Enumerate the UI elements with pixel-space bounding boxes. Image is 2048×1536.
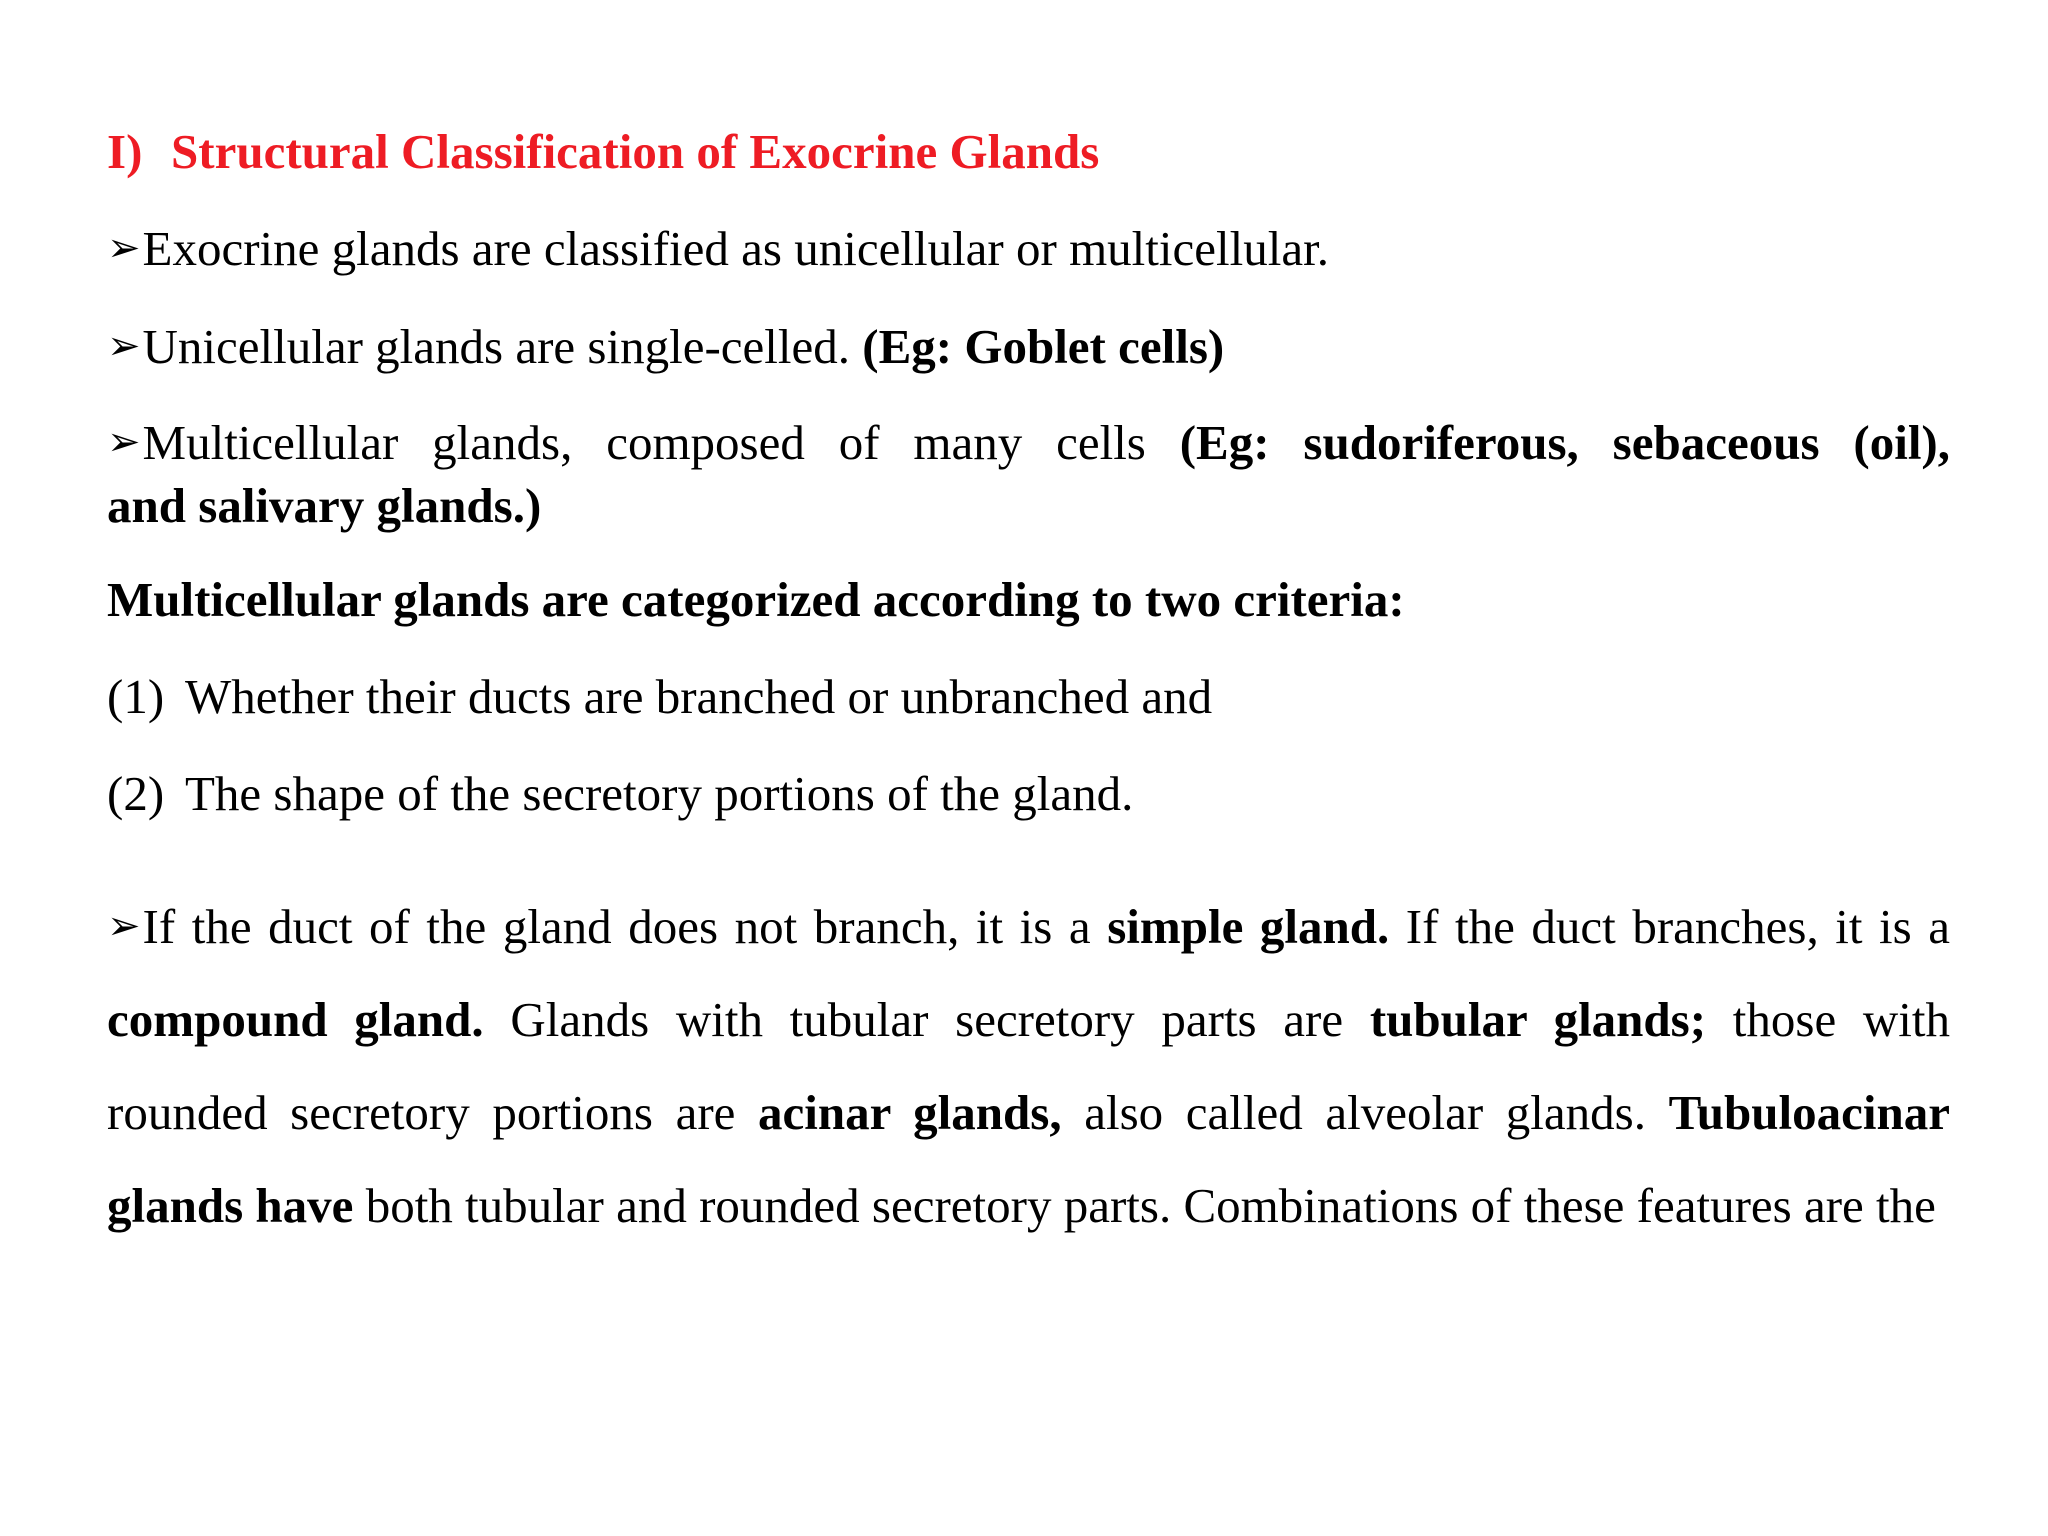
term-simple-gland: simple gland. xyxy=(1107,899,1390,954)
bullet-unicellular xyxy=(107,314,1950,379)
arrowhead-bullet-icon: ➢ xyxy=(107,903,141,949)
bullet-text: Unicellular glands are single-celled. xyxy=(142,319,863,374)
title-number: I) xyxy=(107,124,143,179)
term-acinar-glands: acinar glands, xyxy=(758,1085,1062,1140)
gland-types-paragraph: ➢If the duct of the gland does not branch, it is a simple gland. If the duct branches, it is a compound gland. Glands with tubular secretory parts are tubular glands; those with rounded secretory portions are acinar glands, also called alveolar glands. Tubuloacinar glands have both tubular and rounded secretory parts. Combinations of these features are the xyxy=(107,899,1951,1233)
bullet-example: (Eg: Goblet cells) xyxy=(862,319,1225,374)
term-tubular-glands: tubular glands; xyxy=(1369,992,1707,1047)
criteria-text: The shape of the secretory portions of the gland. xyxy=(185,766,1134,821)
title-text: Structural Classification of Exocrine Glands xyxy=(171,124,1100,179)
bullet-exocrine-classification xyxy=(107,216,1950,281)
bullet-example-continued: and salivary glands.) xyxy=(107,478,542,533)
criteria-number: (2) xyxy=(107,766,165,821)
bullet-example: (Eg: sudoriferous, sebaceous (oil), xyxy=(1179,415,1950,470)
criteria-item-2 xyxy=(107,762,1950,826)
criteria-text: Whether their ducts are branched or unbranched and xyxy=(185,669,1213,724)
bullet-multicellular-line1 xyxy=(107,410,1950,475)
arrowhead-bullet-icon: ➢ xyxy=(107,323,141,369)
criteria-item-1 xyxy=(107,665,1950,729)
arrowhead-bullet-icon: ➢ xyxy=(107,225,141,271)
bullet-multicellular-line2 xyxy=(107,474,1950,538)
slide-title xyxy=(107,120,1950,184)
arrowhead-bullet-icon: ➢ xyxy=(107,419,141,465)
bullet-text: Exocrine glands are classified as unicellular or multicellular. xyxy=(142,221,1329,276)
bullet-text: Multicellular glands, composed of many cells xyxy=(142,415,1180,470)
term-tubuloacinar-glands: Tubuloacinar glands have xyxy=(107,1085,1950,1233)
criteria-heading: Multicellular glands are categorized according to two criteria: xyxy=(107,572,1405,627)
criteria-number: (1) xyxy=(107,669,165,724)
term-compound-gland: compound gland. xyxy=(107,992,484,1047)
